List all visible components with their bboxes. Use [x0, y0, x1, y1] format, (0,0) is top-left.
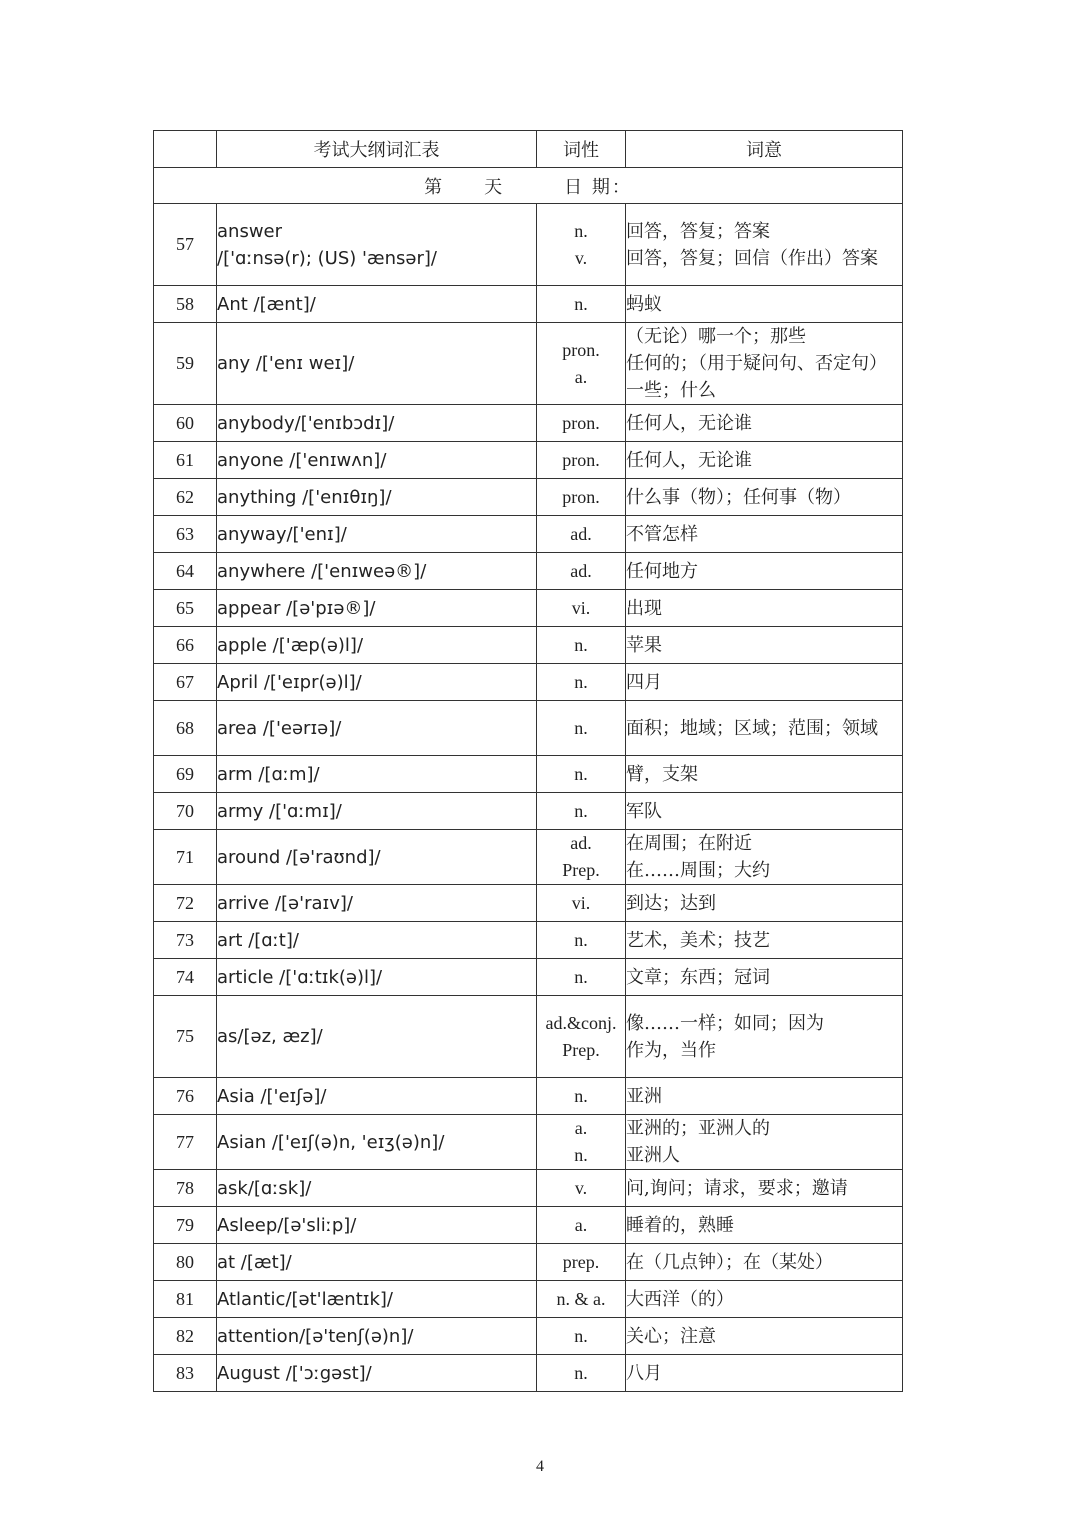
entry-meaning-line: 臂，支架 [626, 763, 698, 785]
entry-meaning-line: （无论）哪一个；那些 [626, 326, 806, 347]
entry-number: 75 [154, 996, 217, 1078]
entry-word [217, 885, 537, 922]
entry-word [217, 204, 537, 286]
entry-meaning [626, 1078, 903, 1115]
entry-part-of-speech [537, 479, 626, 516]
entry-number: 63 [154, 516, 217, 553]
entry-word-line: anyone /['enɪwʌn]/ [217, 449, 387, 471]
entry-number: 58 [154, 286, 217, 323]
vocabulary-table [153, 130, 903, 1392]
entry-meaning-line: 亚洲人 [626, 1145, 680, 1166]
entry-meaning [626, 1207, 903, 1244]
entry-word-line: April /['eɪpr(ə)l]/ [217, 671, 362, 693]
entry-word-line: around /[ə'raʊnd]/ [217, 846, 381, 868]
entry-word [217, 756, 537, 793]
entry-part-of-speech [537, 405, 626, 442]
entry-part-of-speech-line: Prep. [562, 1039, 600, 1060]
entry-word-line: arm /[ɑːm]/ [217, 763, 320, 785]
entry-meaning [626, 830, 903, 885]
entry-part-of-speech [537, 516, 626, 553]
table-row [154, 664, 903, 701]
entry-word [217, 1078, 537, 1115]
entry-meaning [626, 553, 903, 590]
entry-word-line: at /[æt]/ [217, 1251, 292, 1273]
entry-part-of-speech-line: n. [574, 220, 588, 241]
entry-meaning-line: 艺术，美术；技艺 [626, 929, 770, 951]
entry-number: 77 [154, 1115, 217, 1170]
entry-word-line: as/[əz, æz]/ [217, 1026, 323, 1047]
entry-part-of-speech [537, 1281, 626, 1318]
table-row [154, 516, 903, 553]
header-meaning: 词意 [626, 131, 903, 168]
entry-number: 82 [154, 1318, 217, 1355]
entry-part-of-speech [537, 793, 626, 830]
entry-meaning [626, 922, 903, 959]
entry-number: 62 [154, 479, 217, 516]
entry-part-of-speech [537, 959, 626, 996]
entry-word [217, 959, 537, 996]
entry-part-of-speech-line: pron. [562, 449, 600, 470]
entry-number: 72 [154, 885, 217, 922]
entry-word-line: ask/[ɑːsk]/ [217, 1177, 312, 1199]
table-row [154, 1207, 903, 1244]
entry-meaning [626, 1115, 903, 1170]
table-row [154, 204, 903, 286]
entry-part-of-speech [537, 1170, 626, 1207]
entry-number: 69 [154, 756, 217, 793]
table-row [154, 1078, 903, 1115]
table-row [154, 323, 903, 405]
entry-meaning-line: 四月 [626, 671, 662, 693]
entry-number: 74 [154, 959, 217, 996]
entry-meaning-line: 问,询问；请求，要求；邀请 [626, 1177, 848, 1199]
entry-part-of-speech-line: n. [574, 671, 588, 692]
entry-number: 67 [154, 664, 217, 701]
entry-word [217, 1244, 537, 1281]
entry-meaning [626, 1318, 903, 1355]
table-row [154, 996, 903, 1078]
entry-word-line: anybody/['enɪbɔdɪ]/ [217, 412, 395, 434]
entry-part-of-speech-line: a. [574, 366, 588, 387]
entry-meaning-line: 在周围；在附近 [626, 833, 752, 854]
entry-word-line: Asleep/[ə'sliːp]/ [217, 1214, 357, 1236]
entry-word-line: Atlantic/[ət'læntɪk]/ [217, 1288, 393, 1310]
entry-part-of-speech [537, 1244, 626, 1281]
entry-meaning-line: 军队 [626, 800, 662, 822]
entry-meaning-line: 作为，当作 [626, 1039, 716, 1061]
entry-part-of-speech-line: n. [574, 1325, 588, 1346]
entry-meaning-line: 亚洲 [626, 1085, 662, 1107]
entry-number: 81 [154, 1281, 217, 1318]
table-row [154, 959, 903, 996]
entry-meaning [626, 793, 903, 830]
entry-part-of-speech-line: v. [574, 1177, 588, 1198]
entry-number: 64 [154, 553, 217, 590]
date-label: 日 期： [564, 176, 632, 198]
entry-part-of-speech-line: ad. [570, 560, 592, 581]
entry-meaning-line: 不管怎样 [626, 523, 698, 545]
table-body [154, 168, 903, 1392]
entry-number: 76 [154, 1078, 217, 1115]
entry-number: 60 [154, 405, 217, 442]
entry-part-of-speech [537, 323, 626, 405]
entry-number: 80 [154, 1244, 217, 1281]
entry-word-line: apple /['æp(ə)l]/ [217, 634, 364, 656]
entry-word [217, 830, 537, 885]
table-row [154, 1244, 903, 1281]
table-row [154, 922, 903, 959]
entry-part-of-speech-line: ad. [570, 833, 592, 853]
day-date-cell [154, 168, 903, 204]
entry-part-of-speech-line: n. [574, 929, 588, 950]
entry-number: 71 [154, 830, 217, 885]
entry-part-of-speech [537, 553, 626, 590]
entry-meaning [626, 1355, 903, 1392]
entry-meaning-line: 文章；东西；冠词 [626, 966, 770, 988]
entry-meaning-line: 任何地方 [626, 560, 698, 582]
entry-meaning [626, 405, 903, 442]
entry-part-of-speech [537, 996, 626, 1078]
entry-part-of-speech-line: Prep. [562, 860, 600, 880]
entry-word-line: answer [217, 220, 283, 242]
entry-part-of-speech-line: vi. [571, 892, 591, 913]
entry-meaning-line: 大西洋（的） [626, 1288, 734, 1310]
table-row [154, 1170, 903, 1207]
entry-word [217, 793, 537, 830]
entry-part-of-speech-line: n. [574, 717, 588, 738]
entry-word-line: army /['ɑːmɪ]/ [217, 800, 342, 822]
entry-meaning-line: 在（几点钟）；在（某处） [626, 1251, 833, 1273]
entry-part-of-speech-line: prep. [562, 1251, 600, 1272]
entry-meaning [626, 1170, 903, 1207]
entry-number: 59 [154, 323, 217, 405]
entry-part-of-speech-line: v. [574, 247, 588, 268]
table-row [154, 1355, 903, 1392]
entry-part-of-speech-line: n. & a. [556, 1288, 606, 1309]
entry-meaning [626, 996, 903, 1078]
entry-number: 79 [154, 1207, 217, 1244]
entry-part-of-speech [537, 204, 626, 286]
entry-number: 57 [154, 204, 217, 286]
entry-meaning-line: 睡着的，熟睡 [626, 1214, 734, 1236]
table-row [154, 1281, 903, 1318]
entry-word [217, 1170, 537, 1207]
entry-word-line: attention/[ə'tenʃ(ə)n]/ [217, 1325, 414, 1347]
entry-word [217, 479, 537, 516]
entry-meaning [626, 442, 903, 479]
entry-word-line: art /[ɑːt]/ [217, 929, 299, 951]
entry-meaning-line: 面积；地域；区域；范围；领域 [626, 717, 878, 739]
entry-part-of-speech-line: n. [574, 966, 588, 987]
entry-meaning-line: 关心；注意 [626, 1325, 716, 1347]
entry-part-of-speech [537, 885, 626, 922]
entry-word-line: anyway/['enɪ]/ [217, 523, 347, 545]
entry-meaning [626, 286, 903, 323]
entry-word [217, 922, 537, 959]
entry-meaning [626, 323, 903, 405]
entry-word [217, 1115, 537, 1170]
entry-part-of-speech-line: n. [574, 1145, 588, 1165]
entry-part-of-speech-line: n. [574, 1362, 588, 1383]
table-row [154, 793, 903, 830]
entry-word-line: anything /['enɪθɪŋ]/ [217, 486, 392, 508]
entry-part-of-speech-line: pron. [562, 486, 600, 507]
table-row [154, 627, 903, 664]
entry-part-of-speech-line: vi. [571, 597, 591, 618]
entry-part-of-speech [537, 1078, 626, 1115]
table-row [154, 286, 903, 323]
entry-word-line: any /['enɪ weɪ]/ [217, 353, 355, 374]
header-part-of-speech: 词性 [537, 131, 626, 168]
entry-part-of-speech [537, 1355, 626, 1392]
entry-word [217, 553, 537, 590]
entry-number: 73 [154, 922, 217, 959]
entry-word [217, 442, 537, 479]
entry-meaning-line: 出现 [626, 597, 662, 619]
entry-meaning [626, 1244, 903, 1281]
entry-word [217, 1281, 537, 1318]
entry-number: 78 [154, 1170, 217, 1207]
entry-number: 83 [154, 1355, 217, 1392]
entry-meaning [626, 959, 903, 996]
entry-word [217, 323, 537, 405]
entry-meaning-line: 蚂蚁 [626, 293, 662, 315]
table-row [154, 1115, 903, 1170]
entry-part-of-speech [537, 830, 626, 885]
entry-word-line: August /['ɔːgəst]/ [217, 1362, 372, 1384]
table-header-row [154, 131, 903, 168]
entry-meaning-line: 八月 [626, 1362, 662, 1384]
entry-meaning-line: 苹果 [626, 634, 662, 656]
entry-word [217, 590, 537, 627]
entry-number: 61 [154, 442, 217, 479]
entry-part-of-speech [537, 1318, 626, 1355]
entry-meaning-line: 在……周围；大约 [626, 860, 770, 881]
entry-part-of-speech-line: n. [574, 763, 588, 784]
entry-word-line: arrive /[ə'raɪv]/ [217, 892, 353, 914]
table-row [154, 590, 903, 627]
entry-word-line: area /['eərɪə]/ [217, 717, 342, 739]
entry-part-of-speech-line: ad. [570, 523, 592, 544]
entry-word [217, 1355, 537, 1392]
entry-part-of-speech-line: n. [574, 293, 588, 314]
entry-number: 70 [154, 793, 217, 830]
entry-meaning [626, 1281, 903, 1318]
entry-word-line: Ant /[ænt]/ [217, 293, 316, 315]
entry-meaning [626, 664, 903, 701]
entry-part-of-speech [537, 627, 626, 664]
entry-meaning [626, 885, 903, 922]
entry-number: 66 [154, 627, 217, 664]
table-row [154, 701, 903, 756]
entry-meaning [626, 590, 903, 627]
entry-meaning [626, 516, 903, 553]
entry-meaning-line: 任何的；（用于疑问句、否定句）一些；什么 [626, 353, 887, 401]
entry-part-of-speech-line: a. [574, 1118, 588, 1138]
table-row [154, 1318, 903, 1355]
table-row [154, 553, 903, 590]
day-date-row [154, 168, 903, 204]
entry-part-of-speech-line: pron. [562, 412, 600, 433]
entry-part-of-speech-line: ad.&conj. [545, 1012, 617, 1033]
entry-meaning-line: 亚洲的；亚洲人的 [626, 1118, 770, 1139]
entry-word [217, 1207, 537, 1244]
entry-meaning-line: 什么事（物）；任何事（物） [626, 486, 851, 508]
table-row [154, 756, 903, 793]
header-word: 考试大纲词汇表 [217, 131, 537, 168]
day-label-a: 第 [424, 176, 445, 198]
entry-word [217, 627, 537, 664]
entry-word [217, 1318, 537, 1355]
table-row [154, 885, 903, 922]
entry-part-of-speech-line: pron. [562, 339, 600, 360]
entry-word [217, 405, 537, 442]
day-label-b: 天 [484, 176, 505, 198]
header-number [154, 131, 217, 168]
entry-word [217, 701, 537, 756]
entry-word-line: /['ɑːnsə(r); (US) 'ænsər]/ [217, 247, 437, 269]
entry-part-of-speech-line: n. [574, 800, 588, 821]
entry-part-of-speech [537, 756, 626, 793]
entry-word-line: appear /[ə'pɪə®]/ [217, 597, 376, 619]
entry-meaning [626, 204, 903, 286]
entry-part-of-speech [537, 922, 626, 959]
page-number: 4 [536, 1458, 544, 1475]
entry-word-line: anywhere /['enɪweə®]/ [217, 560, 427, 582]
entry-word [217, 286, 537, 323]
table-row [154, 830, 903, 885]
entry-part-of-speech [537, 286, 626, 323]
table-row [154, 442, 903, 479]
entry-part-of-speech [537, 1115, 626, 1170]
entry-word [217, 516, 537, 553]
entry-meaning [626, 479, 903, 516]
entry-meaning [626, 756, 903, 793]
entry-meaning-line: 任何人，无论谁 [626, 412, 752, 434]
entry-part-of-speech [537, 1207, 626, 1244]
table-row [154, 405, 903, 442]
entry-word-line: article /['ɑːtɪk(ə)l]/ [217, 966, 383, 988]
entry-meaning-line: 到达；达到 [626, 892, 716, 914]
entry-part-of-speech-line: a. [574, 1214, 588, 1235]
entry-word [217, 996, 537, 1078]
table-row [154, 479, 903, 516]
entry-part-of-speech-line: n. [574, 1085, 588, 1106]
entry-part-of-speech [537, 590, 626, 627]
entry-part-of-speech [537, 442, 626, 479]
entry-word [217, 664, 537, 701]
entry-part-of-speech [537, 701, 626, 756]
entry-meaning-line: 回答，答复；答案 [626, 220, 770, 242]
entry-word-line: Asia /['eɪʃə]/ [217, 1085, 327, 1107]
entry-part-of-speech [537, 664, 626, 701]
entry-word-line: Asian /['eɪʃ(ə)n, 'eɪʒ(ə)n]/ [217, 1131, 445, 1153]
entry-number: 68 [154, 701, 217, 756]
entry-meaning [626, 627, 903, 664]
entry-part-of-speech-line: n. [574, 634, 588, 655]
entry-meaning-line: 像……一样；如同；因为 [626, 1012, 824, 1034]
entry-meaning [626, 701, 903, 756]
entry-number: 65 [154, 590, 217, 627]
entry-meaning-line: 任何人，无论谁 [626, 449, 752, 471]
entry-meaning-line: 回答，答复；回信（作出）答案 [626, 247, 878, 269]
